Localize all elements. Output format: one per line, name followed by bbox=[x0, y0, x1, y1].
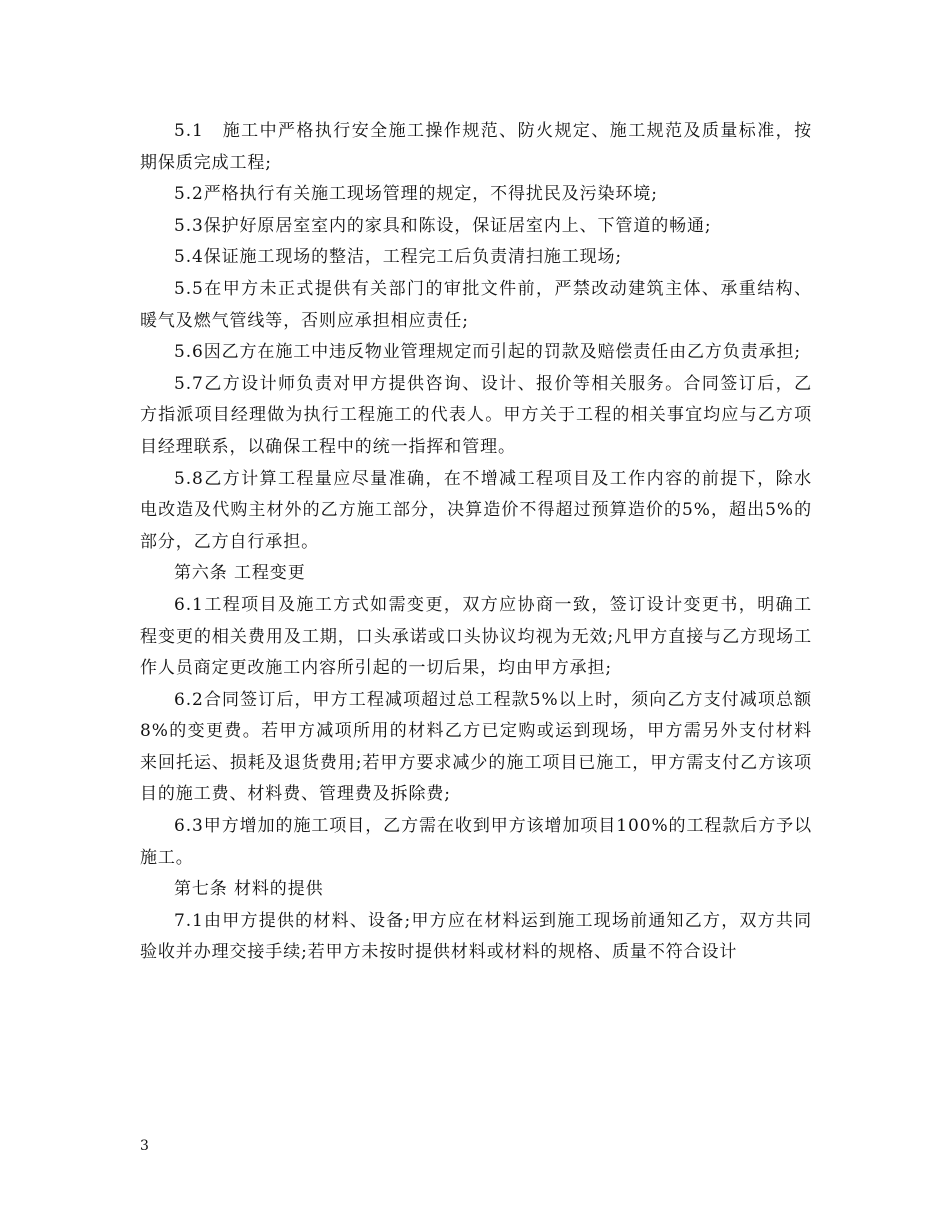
clause-5-7: 5.7乙方设计师负责对甲方提供咨询、设计、报价等相关服务。合同签订后，乙方指派项目经理做为执行工程施工的代表人。甲方关于工程的相关事宜均应与乙方项目经理联系，以确保工程中的统一指挥和管理。 bbox=[140, 373, 812, 457]
clause-7-1: 7.1由甲方提供的材料、设备;甲方应在材料运到施工现场前通知乙方，双方共同验收并办理交接手续;若甲方未按时提供材料或材料的规格、质量不符合设计 bbox=[140, 910, 812, 963]
document-body bbox=[140, 116, 812, 969]
clause-5-5: 5.5在甲方未正式提供有关部门的审批文件前，严禁改动建筑主体、承重结构、暖气及燃气管线等，否则应承担相应责任; bbox=[140, 278, 812, 331]
clause-5-4: 5.4保证施工现场的整洁，工程完工后负责清扫施工现场; bbox=[174, 247, 623, 268]
clause-5-2: 5.2严格执行有关施工现场管理的规定，不得扰民及污染环境; bbox=[174, 184, 658, 205]
clause-5-6: 5.6因乙方在施工中违反物业管理规定而引起的罚款及赔偿责任由乙方负责承担; bbox=[174, 342, 802, 363]
clause-6-2: 6.2合同签订后，甲方工程减项超过总工程款5%以上时，须向乙方支付减项总额8%的变更费。若甲方减项所用的材料乙方已定购或运到现场，甲方需另外支付材料来回托运、损耗及退货费用;若甲方要求减少的施工项目已施工，甲方需支付乙方该项目的施工费、材料费、管理费及拆除费; bbox=[140, 689, 812, 805]
clause-5-3: 5.3保护好原居室室内的家具和陈设，保证居室内上、下管道的畅通; bbox=[174, 215, 712, 236]
page-number: 3 bbox=[140, 1138, 149, 1154]
clause-6-1: 6.1工程项目及施工方式如需变更，双方应协商一致，签订设计变更书，明确工程变更的相关费用及工期，口头承诺或口头协议均视为无效;凡甲方直接与乙方现场工作人员商定更改施工内容所引起的一切后果，均由甲方承担; bbox=[140, 594, 812, 679]
clause-5-1: 5.1 施工中严格执行安全施工操作规范、防火规定、施工规范及质量标准，按期保质完成工程; bbox=[140, 121, 812, 173]
article-6-heading: 第六条 工程变更 bbox=[174, 563, 306, 584]
clause-5-8: 5.8乙方计算工程量应尽量准确，在不增减工程项目及工作内容的前提下，除水电改造及代购主材外的乙方施工部分，决算造价不得超过预算造价的5%，超出5%的部分，乙方自行承担。 bbox=[140, 468, 812, 552]
article-7-heading: 第七条 材料的提供 bbox=[174, 879, 324, 900]
clause-6-3: 6.3甲方增加的施工项目，乙方需在收到甲方该增加项目100%的工程款后方予以施工。 bbox=[140, 816, 812, 868]
